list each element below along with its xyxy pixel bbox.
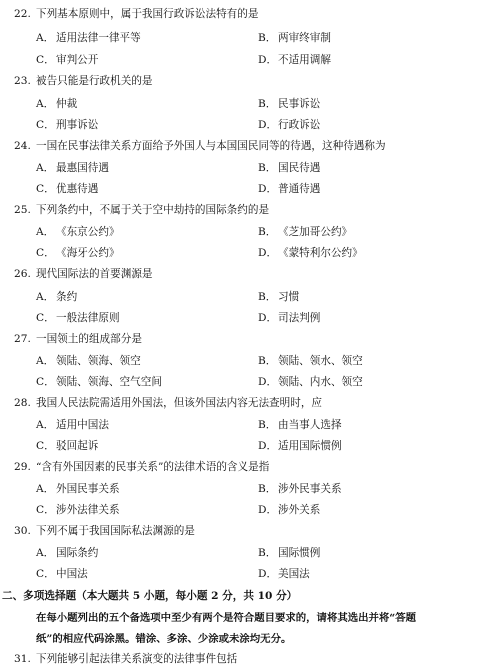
- question-25-option-b: B． 《芝加哥公约》: [258, 226, 353, 238]
- question-25-option-d: D．《蒙特利尔公约》: [258, 247, 363, 259]
- question-22-option-b: B． 两审终审制: [258, 32, 331, 44]
- question-30-option-c: C．中国法: [36, 568, 88, 580]
- question-24-option-c: C．优惠待遇: [36, 183, 99, 195]
- question-25-stem: 25. 下列条约中，不属于关于空中劫持的国际条约的是: [14, 204, 270, 216]
- question-29-stem: 29. “含有外国因素的民事关系”的法律术语的含义是指: [14, 461, 270, 473]
- question-22-option-d: D．不适用调解: [258, 54, 331, 66]
- question-27-option-d: D．领陆、内水、领空: [258, 376, 363, 388]
- question-24-option-a: A． 最惠国待遇: [36, 162, 109, 174]
- question-31-stem: 31. 下列能够引起法律关系演变的法律事件包括: [14, 653, 238, 665]
- question-30-option-d: D．美国法: [258, 568, 310, 580]
- question-28-option-a: A． 适用中国法: [36, 419, 109, 431]
- question-25-option-c: C．《海牙公约》: [36, 247, 120, 259]
- question-29-option-c: C．涉外法律关系: [36, 504, 120, 516]
- question-27-stem: 27. 一国领土的组成部分是: [14, 333, 142, 345]
- question-25-option-a: A． 《东京公约》: [36, 226, 120, 238]
- question-23-option-a: A． 仲裁: [36, 98, 78, 110]
- question-28-option-d: D．适用国际惯例: [258, 440, 342, 452]
- question-24-option-b: B． 国民待遇: [258, 162, 321, 174]
- question-23-option-b: B． 民事诉讼: [258, 98, 321, 110]
- question-28-option-c: C．驳回起诉: [36, 440, 99, 452]
- section-2-title: 二、多项选择题（本大题共 5 小题，每小题 2 分，共 10 分）: [2, 590, 298, 602]
- question-30-option-b: B． 国际惯例: [258, 547, 321, 559]
- question-23-option-c: C．刑事诉讼: [36, 119, 99, 131]
- question-26-option-d: D．司法判例: [258, 312, 321, 324]
- question-24-stem: 24. 一国在民事法律关系方面给予外国人与本国国民同等的待遇，这种待遇称为: [14, 140, 386, 152]
- question-23-option-d: D．行政诉讼: [258, 119, 321, 131]
- section-2-instruction-line-2: 纸”的相应代码涂黑。错涂、多涂、少涂或未涂均无分。: [36, 633, 292, 645]
- question-26-option-b: B． 习惯: [258, 291, 300, 303]
- question-24-option-d: D．普通待遇: [258, 183, 321, 195]
- question-29-option-d: D．涉外关系: [258, 504, 321, 516]
- question-28-option-b: B． 由当事人选择: [258, 419, 342, 431]
- section-2-instruction-line-1: 在每小题列出的五个备选项中至少有两个是符合题目要求的，请将其选出并将“答题: [36, 612, 417, 624]
- question-27-option-b: B． 领陆、领水、领空: [258, 355, 363, 367]
- question-29-option-b: B． 涉外民事关系: [258, 483, 342, 495]
- question-26-stem: 26. 现代国际法的首要渊源是: [14, 268, 153, 280]
- question-27-option-c: C．领陆、领海、空气空间: [36, 376, 162, 388]
- question-22-stem: 22. 下列基本原则中，属于我国行政诉讼法特有的是: [14, 8, 259, 20]
- question-26-option-c: C．一般法律原则: [36, 312, 120, 324]
- question-23-stem: 23. 被告只能是行政机关的是: [14, 75, 153, 87]
- question-29-option-a: A． 外国民事关系: [36, 483, 120, 495]
- question-27-option-a: A． 领陆、领海、领空: [36, 355, 141, 367]
- question-22-option-c: C．审判公开: [36, 54, 99, 66]
- question-30-stem: 30. 下列不属于我国国际私法渊源的是: [14, 525, 195, 537]
- question-28-stem: 28. 我国人民法院需适用外国法，但该外国法内容无法查明时，应: [14, 397, 323, 409]
- question-26-option-a: A． 条约: [36, 291, 78, 303]
- question-30-option-a: A． 国际条约: [36, 547, 99, 559]
- question-22-option-a: A． 适用法律一律平等: [36, 32, 141, 44]
